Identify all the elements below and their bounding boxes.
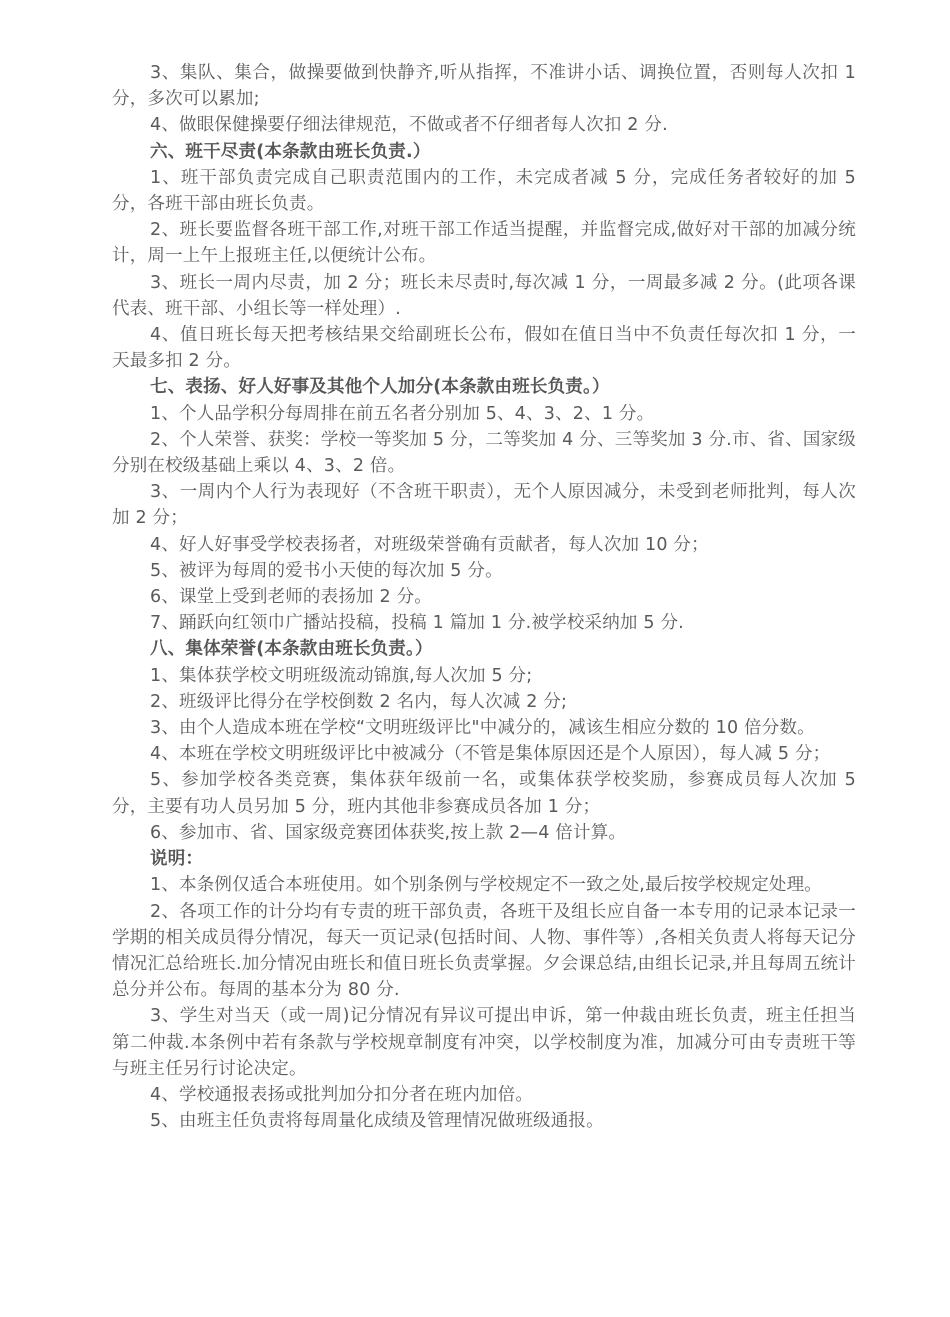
paragraph: 3、学生对当天（或一周)记分情况有异议可提出申诉，第一仲裁由班长负责，班主任担当第二仲裁.本条例中若有条款与学校规章制度有冲突，以学校制度为准，加减分可由专责班干等与班主任另行讨论决定。: [112, 1006, 856, 1079]
paragraph: 1、个人品学积分每周排在前五名者分别加 5、4、3、2、1 分。: [150, 403, 655, 424]
section-heading: 八、集体荣誉(本条款由班长负责。）: [150, 639, 433, 660]
paragraph: 4、本班在学校文明班级评比中被减分（不管是集体原因还是个人原因），每人减 5 分；: [150, 744, 831, 765]
paragraph: 3、集队、集合，做操要做到快静齐,听从指挥，不准讲小话、调换位置，否则每人次扣 1 分，多次可以累加;: [112, 63, 856, 110]
paragraph: 5、参加学校各类竞赛，集体获年级前一名，或集体获学校奖励，参赛成员每人次加 5 分，主要有功人员另加 5 分，班内其他非参赛成员各加 1 分；: [112, 770, 856, 817]
paragraph: 4、学校通报表扬或批判加分扣分者在班内加倍。: [150, 1084, 534, 1105]
paragraph: 2、个人荣誉、获奖：学校一等奖加 5 分，二等奖加 4 分、三等奖加 3 分.市、省、国家级分别在校级基础上乘以 4、3、2 倍。: [112, 429, 856, 477]
paragraph: 4、好人好事受学校表扬者，对班级荣誉确有贡献者，每人次加 10 分；: [150, 534, 709, 555]
paragraph: 4、值日班长每天把考核结果交给副班长公布，假如在值日当中不负责任每次扣 1 分，一天最多扣 2 分。: [112, 325, 856, 372]
document-page: [112, 60, 856, 1134]
paragraph: 2、各项工作的计分均有专责的班干部负责，各班干及组长应自备一本专用的记录本记录一学期的相关成员得分情况，每天一页记录(包括时间、人物、事件等）,各相关负责人将每天记分情况汇总给班长.加分情况由班长和值日班长负责掌握。夕会课总结,由组长记录,并且每周五统计总分并公布。每周的基本分为 80 分.: [112, 901, 856, 1001]
paragraph: 5、被评为每周的爱书小天使的每次加 5 分。: [150, 560, 503, 581]
paragraph: 3、由个人造成本班在学校“文明班级评比"中减分的，减该生相应分数的 10 倍分数。: [150, 718, 815, 739]
paragraph: 3、一周内个人行为表现好（不含班干职责），无个人原因减分，未受到老师批判，每人次加 2 分；: [112, 482, 856, 529]
section-heading: 六、班干尽责(本条款由班长负责.）: [150, 141, 431, 162]
notes-heading: 说明：: [150, 849, 204, 870]
paragraph: 1、本条例仅适合本班使用。如个别条例与学校规定不一致之处,最后按学校规定处理。: [150, 875, 822, 896]
paragraph: 1、班干部负责完成自己职责范围内的工作，未完成者减 5 分，完成任务者较好的加 5 分，各班干部由班长负责。: [112, 167, 856, 215]
paragraph: 6、参加市、省、国家级竞赛团体获奖,按上款 2—4 倍计算。: [150, 822, 627, 843]
paragraph: 2、班级评比得分在学校倒数 2 名内，每人次减 2 分;: [150, 691, 568, 712]
paragraph: 4、做眼保健操要仔细法律规范，不做或者不仔细者每人次扣 2 分.: [150, 115, 668, 136]
paragraph: 2、班长要监督各班干部工作,对班干部工作适当提醒，并监督完成,做好对干部的加减分统计，周一上午上报班主任,以便统计公布。: [112, 220, 856, 267]
paragraph: 5、由班主任负责将每周量化成绩及管理情况做班级通报。: [150, 1111, 604, 1132]
paragraph: 1、集体获学校文明班级流动锦旗,每人次加 5 分;: [150, 665, 533, 686]
paragraph: 3、班长一周内尽责，加 2 分；班长未尽责时,每次减 1 分，一周最多减 2 分。(此项各课代表、班干部、小组长等一样处理）.: [112, 272, 856, 319]
paragraph: 6、课堂上受到老师的表扬加 2 分。: [150, 587, 432, 608]
section-heading: 七、表扬、好人好事及其他个人加分(本条款由班长负责。）: [150, 377, 610, 398]
paragraph: 7、踊跃向红领巾广播站投稿，投稿 1 篇加 1 分.被学校采纳加 5 分.: [150, 613, 684, 634]
